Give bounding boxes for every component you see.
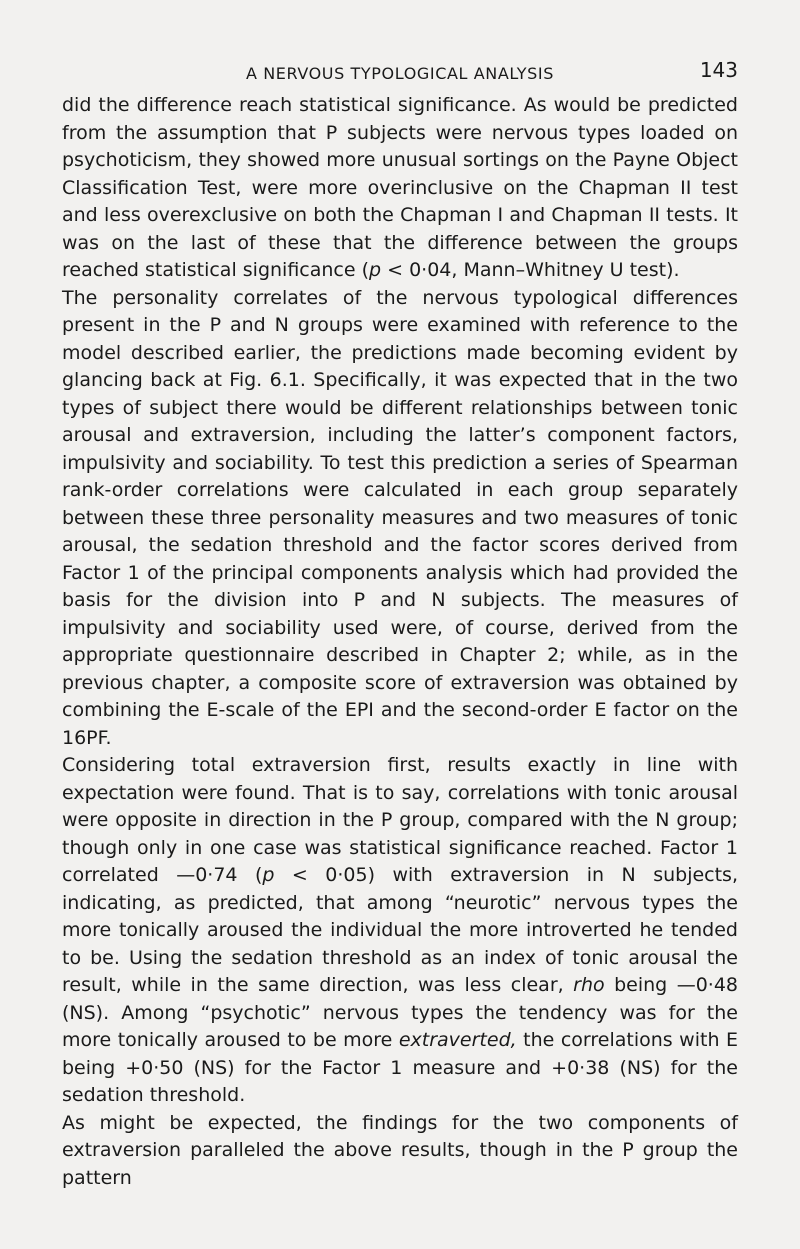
text-run: < 0·04, Mann–Whitney U test). [381, 259, 680, 281]
italic-run: p [262, 864, 275, 886]
text-run: Considering total extraversion first, results exactly in line with expectation were found. That is to say, correlations with tonic arousal were opposite in direction in the P group, compared with the N group; though only in one case was statistical significance reached. Factor 1 correlated —0·74 ( [62, 754, 738, 886]
body-text [62, 92, 738, 1192]
paragraph [62, 285, 738, 753]
text-run: being —0·48 (NS). Among “psychotic” nervous types the tendency was for the more tonically aroused to be more [62, 974, 738, 1051]
italic-run: rho [573, 974, 605, 996]
page-number: 143 [699, 58, 738, 82]
paragraph [62, 92, 738, 285]
text-run: As might be expected, the findings for the two components of extraversion paralleled the above results, though in the P group the pattern [62, 1111, 738, 1189]
text-run: did the difference reach statistical significance. As would be predicted from the assumption that P subjects were nervous types loaded on psychoticism, they showed more unusual sortings on the Payne Object Classification Test, were more overinclusive on the Chapman II test and less overexclusive on both the Chapman I and Chapman II tests. It was on the last of these that the difference between the groups reached statistical significance ( [62, 94, 738, 281]
text-run: < 0·05) with extraversion in N subjects, indicating, as predicted, that among “neurotic” nervous types the more tonically aroused the individual the more introverted he tended to be. Using the sedation threshold as an index of tonic arousal the result, while in the same direction, was less clear, [62, 864, 739, 996]
text-run: the correlations with E being +0·50 (NS) for the Factor 1 measure and +0·38 (NS) for the sedation threshold. [62, 1029, 738, 1106]
running-title: A NERVOUS TYPOLOGICAL ANALYSIS [246, 64, 554, 83]
paragraph [62, 752, 738, 1110]
italic-run: p [369, 259, 382, 281]
italic-run: extraverted, [398, 1029, 517, 1051]
paragraph [62, 1110, 738, 1193]
running-head [62, 58, 738, 88]
text-run: The personality correlates of the nervous typological differences present in the P and N groups were examined with reference to the model described earlier, the predictions made becoming evident by glancing back at Fig. 6.1. Specifically, it was expected that in the two types of subject there would be different relationships between tonic arousal and extraversion, including the latter’s component factors, impulsivity and sociability. To test this prediction a series of Spearman rank-order correlations were calculated in each group separately between these three personality measures and two measures of tonic arousal, the sedation threshold and the factor scores derived from Factor 1 of the principal components analysis which had provided the basis for the division into P and N subjects. The measures of impulsivity and sociability used were, of course, derived from the appropriate questionnaire described in Chapter 2; while, as in the previous chapter, a composite score of extraversion was obtained by combining the E-scale of the EPI and the second-order E factor on the 16PF. [62, 286, 738, 749]
